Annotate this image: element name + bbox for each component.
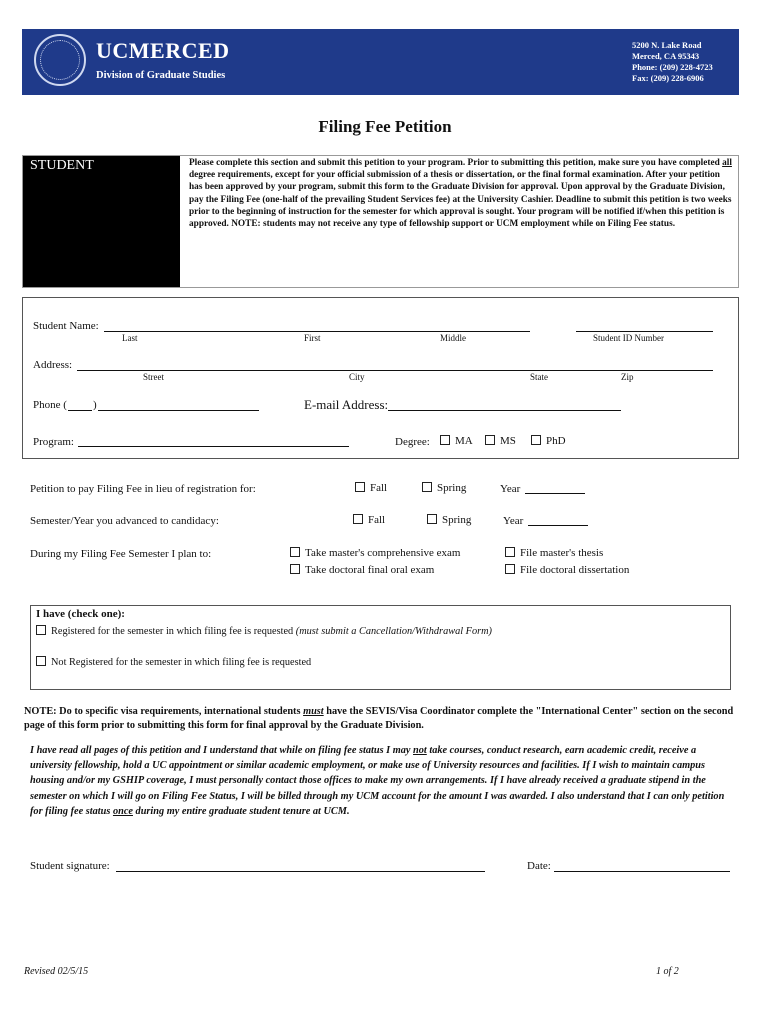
registration-status-box (30, 605, 731, 690)
date-field[interactable] (554, 871, 730, 872)
checkbox-icon (36, 656, 46, 666)
city-label: City (349, 372, 365, 382)
address-line-3: Phone: (209) 228-4723 (632, 62, 713, 72)
student-name-label: Student Name: (33, 320, 99, 332)
university-seal-inner (40, 40, 80, 80)
division-name: Division of Graduate Studies (96, 70, 226, 81)
acknowledgement-statement: I have read all pages of this petition and I understand that while on filing fee status I may not take courses, conduct research, earn academic credit, receive a university fellowship, hold a UC appointment or similar academic employment, or make use of University resources and facilities. If I wish to maintain campus housing and/or my GSHIP coverage, I must personally contact those offices to make my own arrangements. If I have already received a graduate stipend in the semester on which I will go on Filing Fee Status, I will be billed through my UCM account for the amount I was awarded. I also understand that I can only petition for filing fee status once during my entire graduate student tenure at UCM. (30, 745, 725, 817)
pay-year-label: Year (500, 483, 521, 495)
visa-note: NOTE: Do to specific visa requirements, international students must have the SEVIS/Visa Coordinator complete the "International Center" section on the second page of this form prior to submitting this form for final approval by the Graduate Division. (24, 706, 734, 731)
student-instructions: Please complete this section and submit this petition to your program. Prior to submitting this petition, make sure you have completed all degree requirements, except for your official submission of a thesis or dissertation, or the final formal examination. After your petition has been approved by your program, submit this form to the Graduate Division for approval. Upon approval by the Graduate Division, pay the Filing Fee (one-half of the prevailing Student Services fee) at the University Cashier. Deadline to submit this petition is two weeks prior to the beginning of instruction for the semester for which approval is sought. Your program will be notified if/when this petition is approved. NOTE: students may not receive any type of fellowship support or UCM employment while on Filing Fee status. (189, 158, 732, 230)
student-id-label: Student ID Number (593, 333, 664, 343)
signature-field[interactable] (116, 871, 485, 872)
plan-label: During my Filing Fee Semester I plan to: (30, 548, 212, 560)
registered-option[interactable]: Registered for the semester in which filing fee is requested (must submit a Cancellation/Withdrawal Form) (36, 625, 492, 637)
phone-area-code-field[interactable] (68, 410, 92, 411)
checkbox-icon (422, 482, 432, 492)
address-label: Address: (33, 359, 73, 371)
not-registered-option[interactable]: Not Registered for the semester in which filing fee is requested (36, 656, 311, 668)
email-label: E-mail Address: (304, 397, 389, 412)
degree-option-phd[interactable]: PhD (531, 435, 566, 447)
checkbox-icon (531, 435, 541, 445)
student-name-field[interactable] (104, 331, 530, 332)
address-line-2: Merced, CA 95343 (632, 51, 700, 61)
degree-option-ms[interactable]: MS (485, 435, 516, 447)
degree-option-ma[interactable]: MA (440, 435, 473, 447)
plan-masters-thesis-option[interactable]: File master's thesis (505, 547, 603, 559)
pay-spring-option[interactable]: Spring (422, 482, 466, 494)
plan-doctoral-exam-option[interactable]: Take doctoral final oral exam (290, 564, 434, 576)
state-label: State (530, 372, 548, 382)
pay-label: Petition to pay Filing Fee in lieu of registration for: (30, 483, 256, 495)
advanced-year-label: Year (503, 515, 524, 527)
page-number: 1 of 2 (656, 966, 679, 977)
middle-label: Middle (440, 333, 466, 343)
signature-label: Student signature: (30, 860, 110, 872)
pay-fall-option[interactable]: Fall (355, 482, 387, 494)
address-line-4: Fax: (209) 228-6906 (632, 73, 704, 83)
checkbox-icon (290, 547, 300, 557)
email-field[interactable] (388, 410, 621, 411)
checkbox-icon (427, 514, 437, 524)
program-field[interactable] (78, 446, 349, 447)
advanced-spring-option[interactable]: Spring (427, 514, 471, 526)
zip-label: Zip (621, 372, 634, 382)
checkbox-icon (290, 564, 300, 574)
checkbox-icon (36, 625, 46, 635)
plan-doctoral-dissertation-option[interactable]: File doctoral dissertation (505, 564, 629, 576)
student-section-label: STUDENT (30, 158, 94, 173)
page-title: Filing Fee Petition (318, 117, 452, 136)
degree-label: Degree: (395, 436, 430, 448)
checkbox-icon (355, 482, 365, 492)
student-id-field[interactable] (576, 331, 713, 332)
check-one-heading: I have (check one): (36, 608, 125, 620)
first-label: First (304, 333, 321, 343)
phone-number-field[interactable] (98, 410, 259, 411)
last-label: Last (122, 333, 138, 343)
address-field[interactable] (77, 370, 713, 371)
checkbox-icon (440, 435, 450, 445)
plan-masters-exam-option[interactable]: Take master's comprehensive exam (290, 547, 460, 559)
address-line-1: 5200 N. Lake Road (632, 40, 702, 50)
checkbox-icon (505, 564, 515, 574)
pay-year-field[interactable] (525, 493, 585, 494)
student-label-block (23, 156, 180, 287)
advanced-fall-option[interactable]: Fall (353, 514, 385, 526)
checkbox-icon (485, 435, 495, 445)
program-label: Program: (33, 436, 74, 448)
ucmerced-logo: UCMERCED (96, 38, 230, 63)
street-label: Street (143, 372, 164, 382)
date-label: Date: (527, 860, 551, 872)
phone-label: Phone ( (33, 399, 67, 411)
phone-close-paren: ) (93, 399, 97, 411)
checkbox-icon (353, 514, 363, 524)
checkbox-icon (505, 547, 515, 557)
advanced-label: Semester/Year you advanced to candidacy: (30, 515, 219, 527)
advanced-year-field[interactable] (528, 525, 588, 526)
revised-date: Revised 02/5/15 (24, 966, 89, 977)
